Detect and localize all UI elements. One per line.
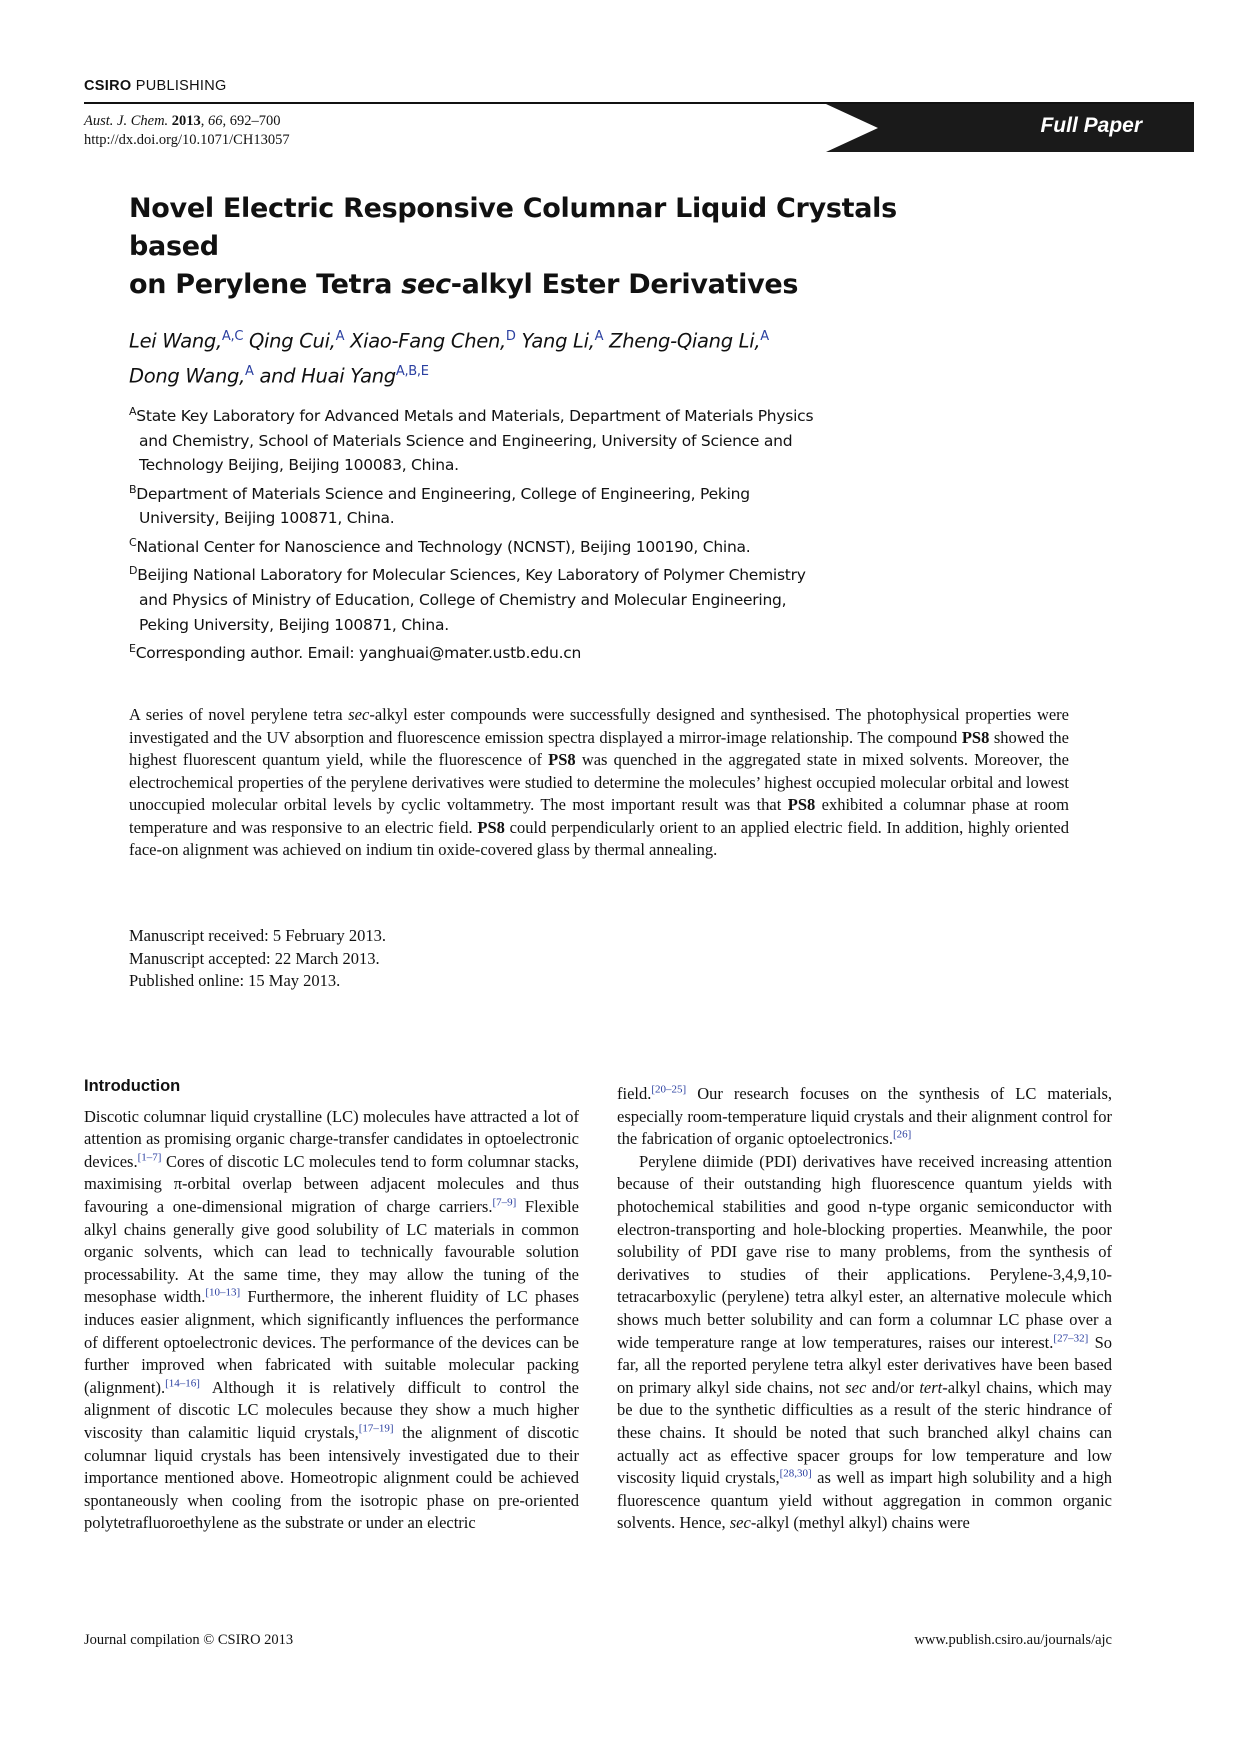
reference-link[interactable]: [7–9] — [492, 1196, 517, 1209]
reference-link[interactable]: [10–13] — [205, 1286, 241, 1299]
reference-link[interactable]: [26] — [892, 1128, 912, 1141]
section-heading: Introduction — [84, 1077, 181, 1095]
reference-link[interactable]: [17–19] — [358, 1422, 394, 1435]
author: Lei Wang, — [129, 329, 222, 353]
author: Yang Li, — [515, 329, 595, 353]
banner-label: Full Paper — [1040, 114, 1142, 137]
reference-link[interactable]: [1–7] — [137, 1151, 162, 1164]
citation: Aust. J. Chem. 2013, 66, 692–700 http://dx.doi.org/10.1071/CH13057 — [84, 113, 290, 148]
body-column-right: field.[20–25] Our research focuses on the synthesis of LC materials, especially room-temperature liquid crystals and their alignment control for the fabrication of organic optoelectronics.[26] Perylene diimide (PDI) derivatives have received increasing attention because of their outstanding high fluorescence quantum yields with photochemical stabilities and good n-type organic semiconductor with electron-transporting and hole-blocking properties. Meanwhile, the poor solubility of PDI gave rise to many problems, from the synthesis of derivatives to studies of their applications. Perylene-3,4,9,10-tetracarboxylic (perylene) tetra alkyl ester, an alternative molecule which shows much better solubility and can form a columnar LC phase over a wide temperature range at low temperatures, raises our interest.[27–32] So far, all the reported perylene tetra alkyl ester derivatives have been based on primary alkyl side chains, not sec and/or tert-alkyl chains, which may be due to the synthetic difficulties as a result of the steric hindrance of these chains. It should be noted that such branched alkyl chains can actually act as effective spacer groups for low temperature and low viscosity liquid crystals,[28,30] as well as impart high solubility and a high fluorescence quantum yield without aggregation in common organic solvents. Hence, sec-alkyl (methyl alkyl) chains were — [617, 1083, 1113, 1533]
footer-journal-url[interactable]: www.publish.csiro.au/journals/ajc — [914, 1632, 1112, 1648]
affiliation-c: $^C$National Center for Nanoscience and Technology (NCNST), Beijing 100190, China. — [129, 535, 751, 556]
affiliation-d: $^D$Beijing National Laboratory for Molecular Sciences, Key Laboratory of Polymer Chemistry and Physics of Ministry of Education, College of Chemistry and Molecular Engineering, Peking University, Beijing 100871, China. — [129, 564, 806, 634]
author: Zheng-Qiang Li, — [603, 329, 761, 353]
date-published: Published online: 15 May 2013. — [129, 971, 341, 990]
author: Dong Wang, — [129, 364, 245, 387]
author-list: Lei Wang,$^{A,C}$ Qing Cui,$^A$ Xiao-Fang Chen,$^D$ Yang Li,$^A$ Zheng-Qiang Li,$^A$ Dong Wang,$^A$ and Huai Yang$^{A,B,E}$ — [129, 329, 769, 387]
affiliation-e: $^E$Corresponding author. Email: yanghuai@mater.ustb.edu.cn — [129, 642, 582, 663]
date-accepted: Manuscript accepted: 22 March 2013. — [129, 948, 380, 968]
affiliations — [129, 400, 829, 666]
publisher-name: CSIRO PUBLISHING — [84, 78, 227, 94]
author: and Huai Yang — [253, 364, 396, 387]
affiliation-a: $^A$State Key Laboratory for Advanced Metals and Materials, Department of Materials Physics and Chemistry, School of Materials Science and Engineering, University of Science and Technology Beijing, Beijing 100083, China. — [129, 405, 814, 475]
doi-link[interactable]: http://dx.doi.org/10.1071/CH13057 — [84, 132, 290, 148]
body-column-left: Introduction Discotic columnar liquid crystalline (LC) molecules have attracted a lot of attention as promising organic charge-transfer candidates in optoelectronic devices.[1–7] Cores of discotic LC molecules tend to form columnar stacks, maximising π-orbital overlap between adjacent molecules and thus favouring a one-dimensional migration of charge carriers.[7–9] Flexible alkyl chains generally give good solubility of LC materials in common organic solvents, which can lead to technically favourable solution processability. At the same time, they may allow the tuning of the mesophase width.[10–13] Furthermore, the inherent fluidity of LC phases induces easier alignment, which significantly influences the performance of different optoelectronic devices. The performance of the devices can be further improved when fabricated with suitable molecular packing (alignment).[14–16] Although it is relatively difficult to control the alignment of discotic LC molecules because they show a much higher viscosity than calamitic liquid crystals,[17–19] the alignment of discotic columnar liquid crystals has been intensively investigated due to their importance mentioned above. Homeotropic alignment could be achieved spontaneously when cooling from the isotropic phase on pre-oriented polytetrafluoroethylene as the substrate or under an electric — [84, 1077, 580, 1533]
date-received: Manuscript received: 5 February 2013. — [129, 926, 387, 945]
reference-link[interactable]: [14–16] — [165, 1377, 200, 1390]
full-paper-banner — [826, 104, 1194, 152]
abstract: A series of novel perylene tetra sec-alkyl ester compounds were successfully designed and synthesised. The photophysical properties were investigated and the UV absorption and fluorescence emission spectra displayed a mirror-image relationship. The compound PS8 showed the highest fluorescent quantum yield, while the fluorescence of PS8 was quenched in the aggregated state in mixed solvents. Moreover, the electrochemical properties of the perylene derivatives were studied to determine the molecules’ highest occupied molecular orbital and lowest unoccupied molecular orbital levels by cyclic voltammetry. The most important result was that PS8 exhibited a columnar phase at room temperature and was responsive to an electric field. PS8 could perpendicularly orient to an applied electric field. In addition, highly oriented face-on alignment was achieved on indium tin oxide-covered glass by thermal annealing. — [129, 705, 1070, 859]
manuscript-dates — [129, 925, 386, 993]
reference-link[interactable]: [27–32] — [1053, 1332, 1089, 1345]
footer-copyright: Journal compilation © CSIRO 2013 — [84, 1632, 294, 1648]
paper-title: Novel Electric Responsive Columnar Liquid Crystals based on Perylene Tetra sec-alkyl Ester Derivatives — [129, 193, 897, 300]
banner-notch-shape — [826, 104, 878, 152]
author: Qing Cui, — [243, 329, 336, 353]
reference-link[interactable]: [20–25] — [651, 1083, 687, 1096]
author: Xiao-Fang Chen, — [344, 329, 506, 353]
affiliation-b: $^B$Department of Materials Science and Engineering, College of Engineering, Peking University, Beijing 100871, China. — [129, 482, 750, 528]
reference-link[interactable]: [28,30] — [779, 1467, 812, 1480]
